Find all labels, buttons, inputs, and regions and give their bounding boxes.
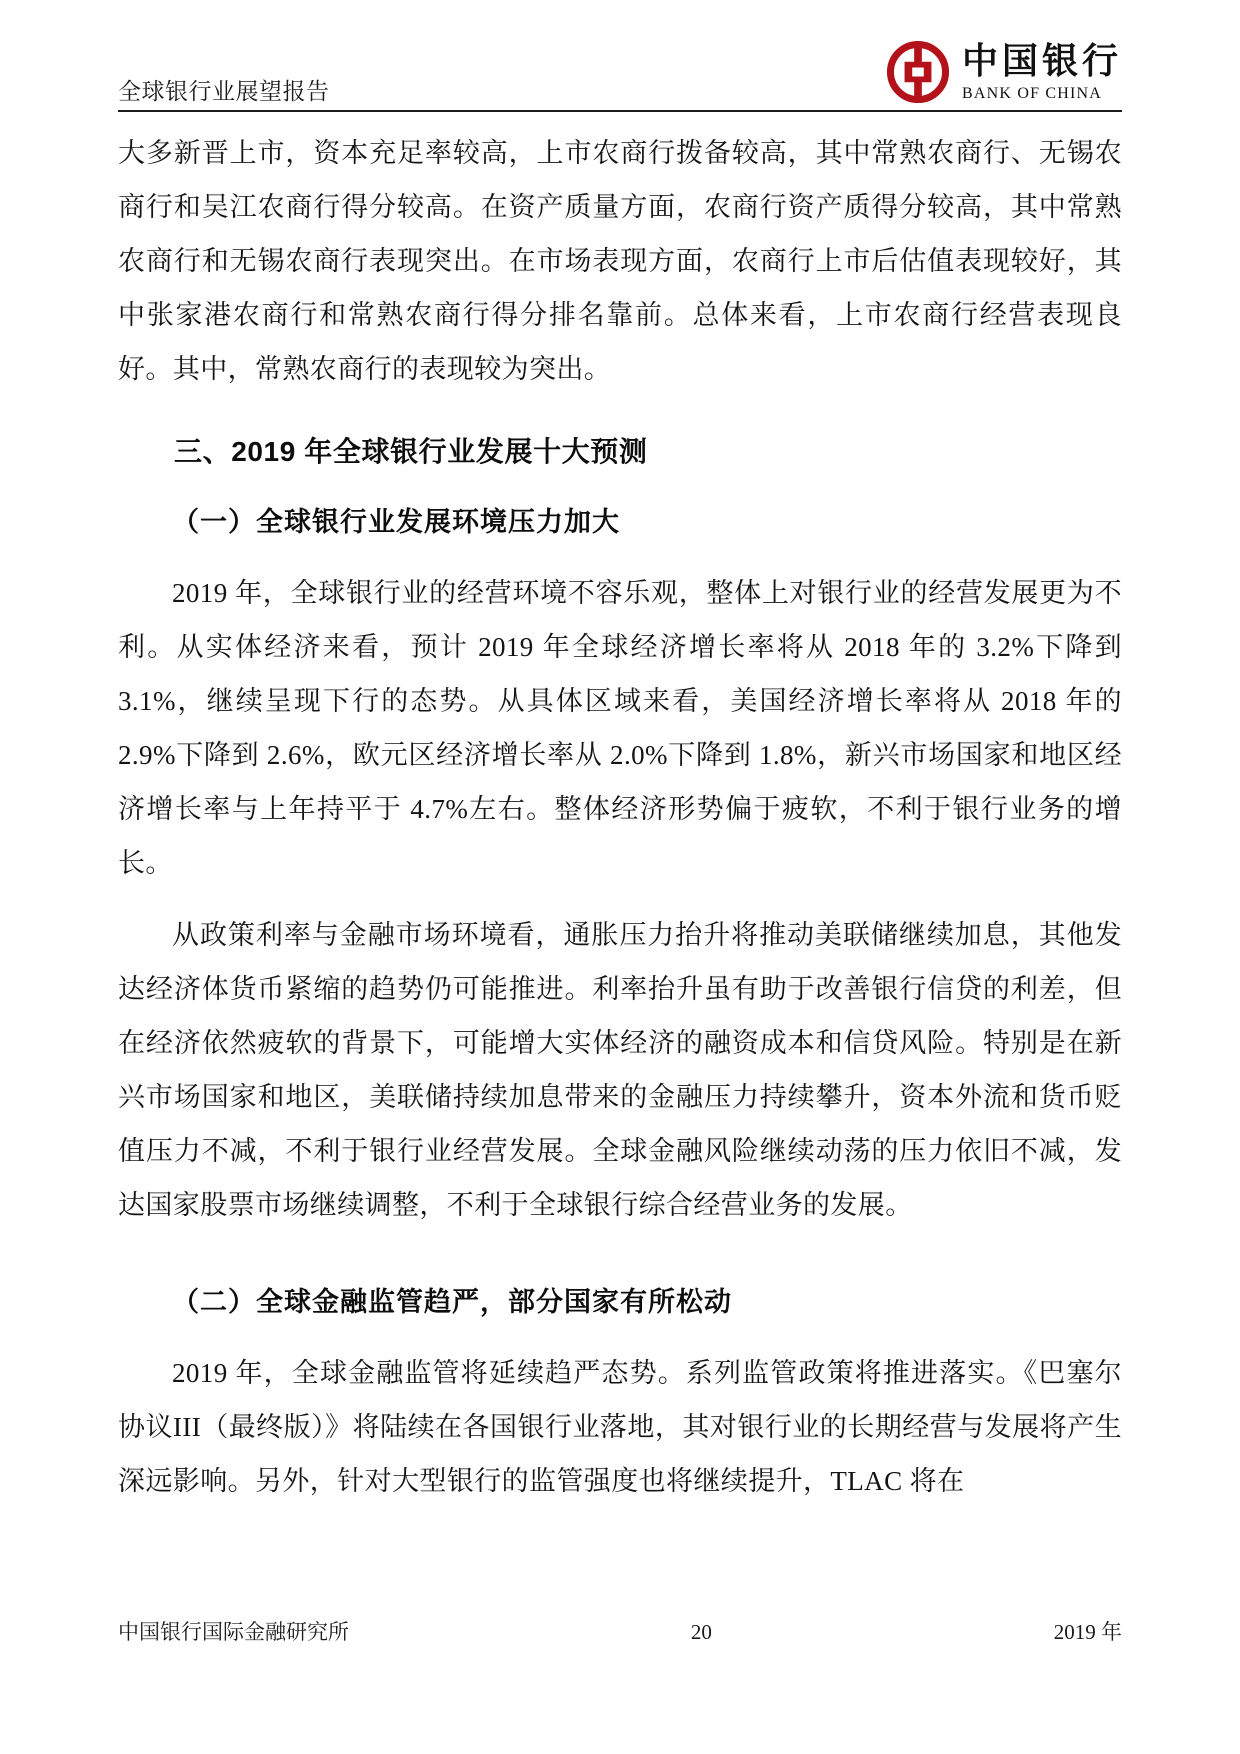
spacer (118, 548, 1122, 566)
section-heading-three: 三、2019 年全球银行业发展十大预测 (174, 436, 648, 467)
page-content (118, 126, 1122, 1508)
subsection-heading-one: （一）全球银行业发展环境压力加大 (172, 507, 620, 537)
bank-of-china-emblem-icon (886, 40, 950, 104)
spacer (118, 1328, 1122, 1346)
subsection-two-paragraph-1: 2019 年，全球金融监管将延续趋严态势。系列监管政策将推进落实。《巴塞尔协议III（最终版）》将陆续在各国银行业落地，其对银行业的长期经营与发展将产生深远影响。另外，针对大型银行的监管强度也将继续提升，TLAC 将在 (118, 1358, 1122, 1496)
page-footer (118, 1616, 1122, 1646)
continued-paragraph: 大多新晋上市，资本充足率较高，上市农商行拨备较高，其中常熟农商行、无锡农商行和吴江农商行得分较高。在资产质量方面，农商行资产质得分较高，其中常熟农商行和无锡农商行表现突出。在市场表现方面，农商行上市后估值表现较好，其中张家港农商行和常熟农商行得分排名靠前。总体来看，上市农商行经营表现良好。其中，常熟农商行的表现较为突出。 (118, 138, 1122, 384)
spacer (118, 396, 1122, 426)
spacer (118, 1232, 1122, 1276)
header-divider (118, 110, 1122, 112)
footer-institution: 中国银行国际金融研究所 (118, 1620, 349, 1644)
running-title: 全球银行业展望报告 (118, 79, 330, 104)
footer-year: 2019 年 (1053, 1620, 1122, 1644)
subsection-one-paragraph-2: 从政策利率与金融市场环境看，通胀压力抬升将推动美联储继续加息，其他发达经济体货币紧缩的趋势仍可能推进。利率抬升虽有助于改善银行信贷的利差，但在经济依然疲软的背景下，可能增大实体经济的融资成本和信贷风险。特别是在新兴市场国家和地区，美联储持续加息带来的金融压力持续攀升，资本外流和货币贬值压力不减，不利于银行业经营发展。全球金融风险继续动荡的压力依旧不减，发达国家股票市场继续调整，不利于全球银行综合经营业务的发展。 (118, 920, 1122, 1220)
logo-wordmark (961, 40, 1122, 102)
footer-page-number: 20 (690, 1620, 712, 1644)
logo-english-name: BANK OF CHINA (961, 84, 1103, 102)
logo-chinese-name: 中国银行 (961, 40, 1122, 81)
page-header (118, 36, 1122, 112)
spacer (118, 890, 1122, 908)
spacer (118, 478, 1122, 496)
subsection-heading-two: （二）全球金融监管趋严，部分国家有所松动 (172, 1287, 732, 1317)
subsection-one-paragraph-1: 2019 年，全球银行业的经营环境不容乐观，整体上对银行业的经营发展更为不利。从实体经济来看，预计 2019 年全球经济增长率将从 2018 年的 3.2%下降到 3.1%，继续呈现下行的态势。从具体区域来看，美国经济增长率将从 2018 年的 2.9%下降到 2.6%，欧元区经济增长率从 2.0%下降到 1.8%，新兴市场国家和地区经济增长率与上年持平于 4.7%左右。整体经济形势偏于疲软，不利于银行业务的增长。 (118, 578, 1122, 878)
bank-of-china-logo (886, 36, 1122, 108)
